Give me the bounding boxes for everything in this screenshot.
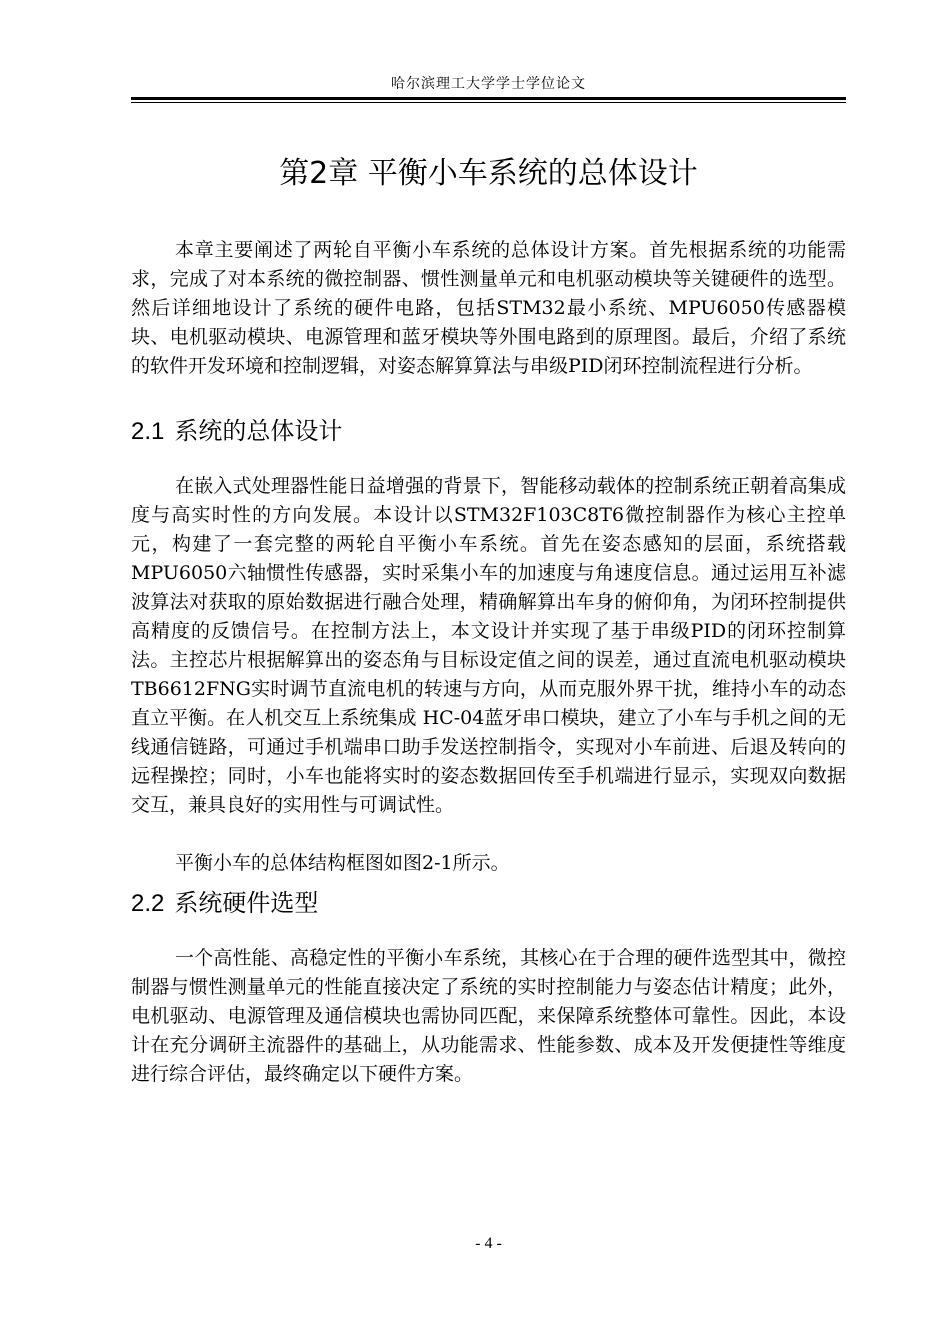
header-rule-thin: [131, 102, 846, 103]
section-title-text: 系统硬件选型: [174, 889, 319, 917]
page-number: - 4 -: [475, 1235, 502, 1252]
section-2-1-paragraph-1: 在嵌入式处理器性能日益增强的背景下，智能移动载体的控制系统正朝着高集成度与高实时性的方向发展。本设计以STM32F103C8T6微控制器作为核心主控单元，构建了一套完整的两轮自平衡小车系统。首先在姿态感知的层面，系统搭载MPU6050六轴惯性传感器，实时采集小车的加速度与角速度信息。通过运用互补滤波算法对获取的原始数据进行融合处理，精确解算出车身的俯仰角，为闭环控制提供高精度的反馈信号。在控制方法上，本文设计并实现了基于串级PID的闭环控制算法。主控芯片根据解算出的姿态角与目标设定值之间的误差，通过直流电机驱动模块TB6612FNG实时调节直流电机的转速与方向，从而克服外界干扰，维持小车的动态直立平衡。在人机交互上系统集成 HC-04蓝牙串口模块，建立了小车与手机之间的无线通信链路，可通过手机端串口助手发送控制指令，实现对小车前进、后退及转向的远程操控；同时，小车也能将实时的姿态数据回传至手机端进行显示，实现双向数据交互，兼具良好的实用性与可调试性。: [131, 475, 846, 816]
section-heading-2-1: [131, 414, 846, 449]
chapter-title: 第2章 平衡小车系统的总体设计: [279, 156, 698, 191]
section-number: 2.1: [131, 418, 165, 445]
page-header: 哈尔滨理工大学学士学位论文: [391, 76, 586, 92]
header-rule-thick: [131, 97, 846, 100]
intro-paragraph: 本章主要阐述了两轮自平衡小车系统的总体设计方案。首先根据系统的功能需求，完成了对本系统的微控制器、惯性测量单元和电机驱动模块等关键硬件的选型。然后详细地设计了系统的硬件电路，包括STM32最小系统、MPU6050传感器模块、电机驱动模块、电源管理和蓝牙模块等外围电路到的原理图。最后，介绍了系统的软件开发环境和控制逻辑，对姿态解算算法与串级PID闭环控制流程进行分析。: [131, 239, 846, 377]
section-title-text: 系统的总体设计: [174, 417, 343, 445]
section-2-1-paragraph-2: 平衡小车的总体结构框图如图2-1所示。: [175, 852, 510, 874]
section-number: 2.2: [131, 890, 165, 917]
section-2-2-paragraph-1: 一个高性能、高稳定性的平衡小车系统，其核心在于合理的硬件选型其中，微控制器与惯性测量单元的性能直接决定了系统的实时控制能力与姿态估计精度；此外，电机驱动、电源管理及通信模块也需协同匹配，来保障系统整体可靠性。因此，本设计在充分调研主流器件的基础上，从功能需求、性能参数、成本及开发便捷性等维度进行综合评估，最终确定以下硬件方案。: [131, 947, 846, 1085]
section-heading-2-2: [131, 886, 846, 921]
